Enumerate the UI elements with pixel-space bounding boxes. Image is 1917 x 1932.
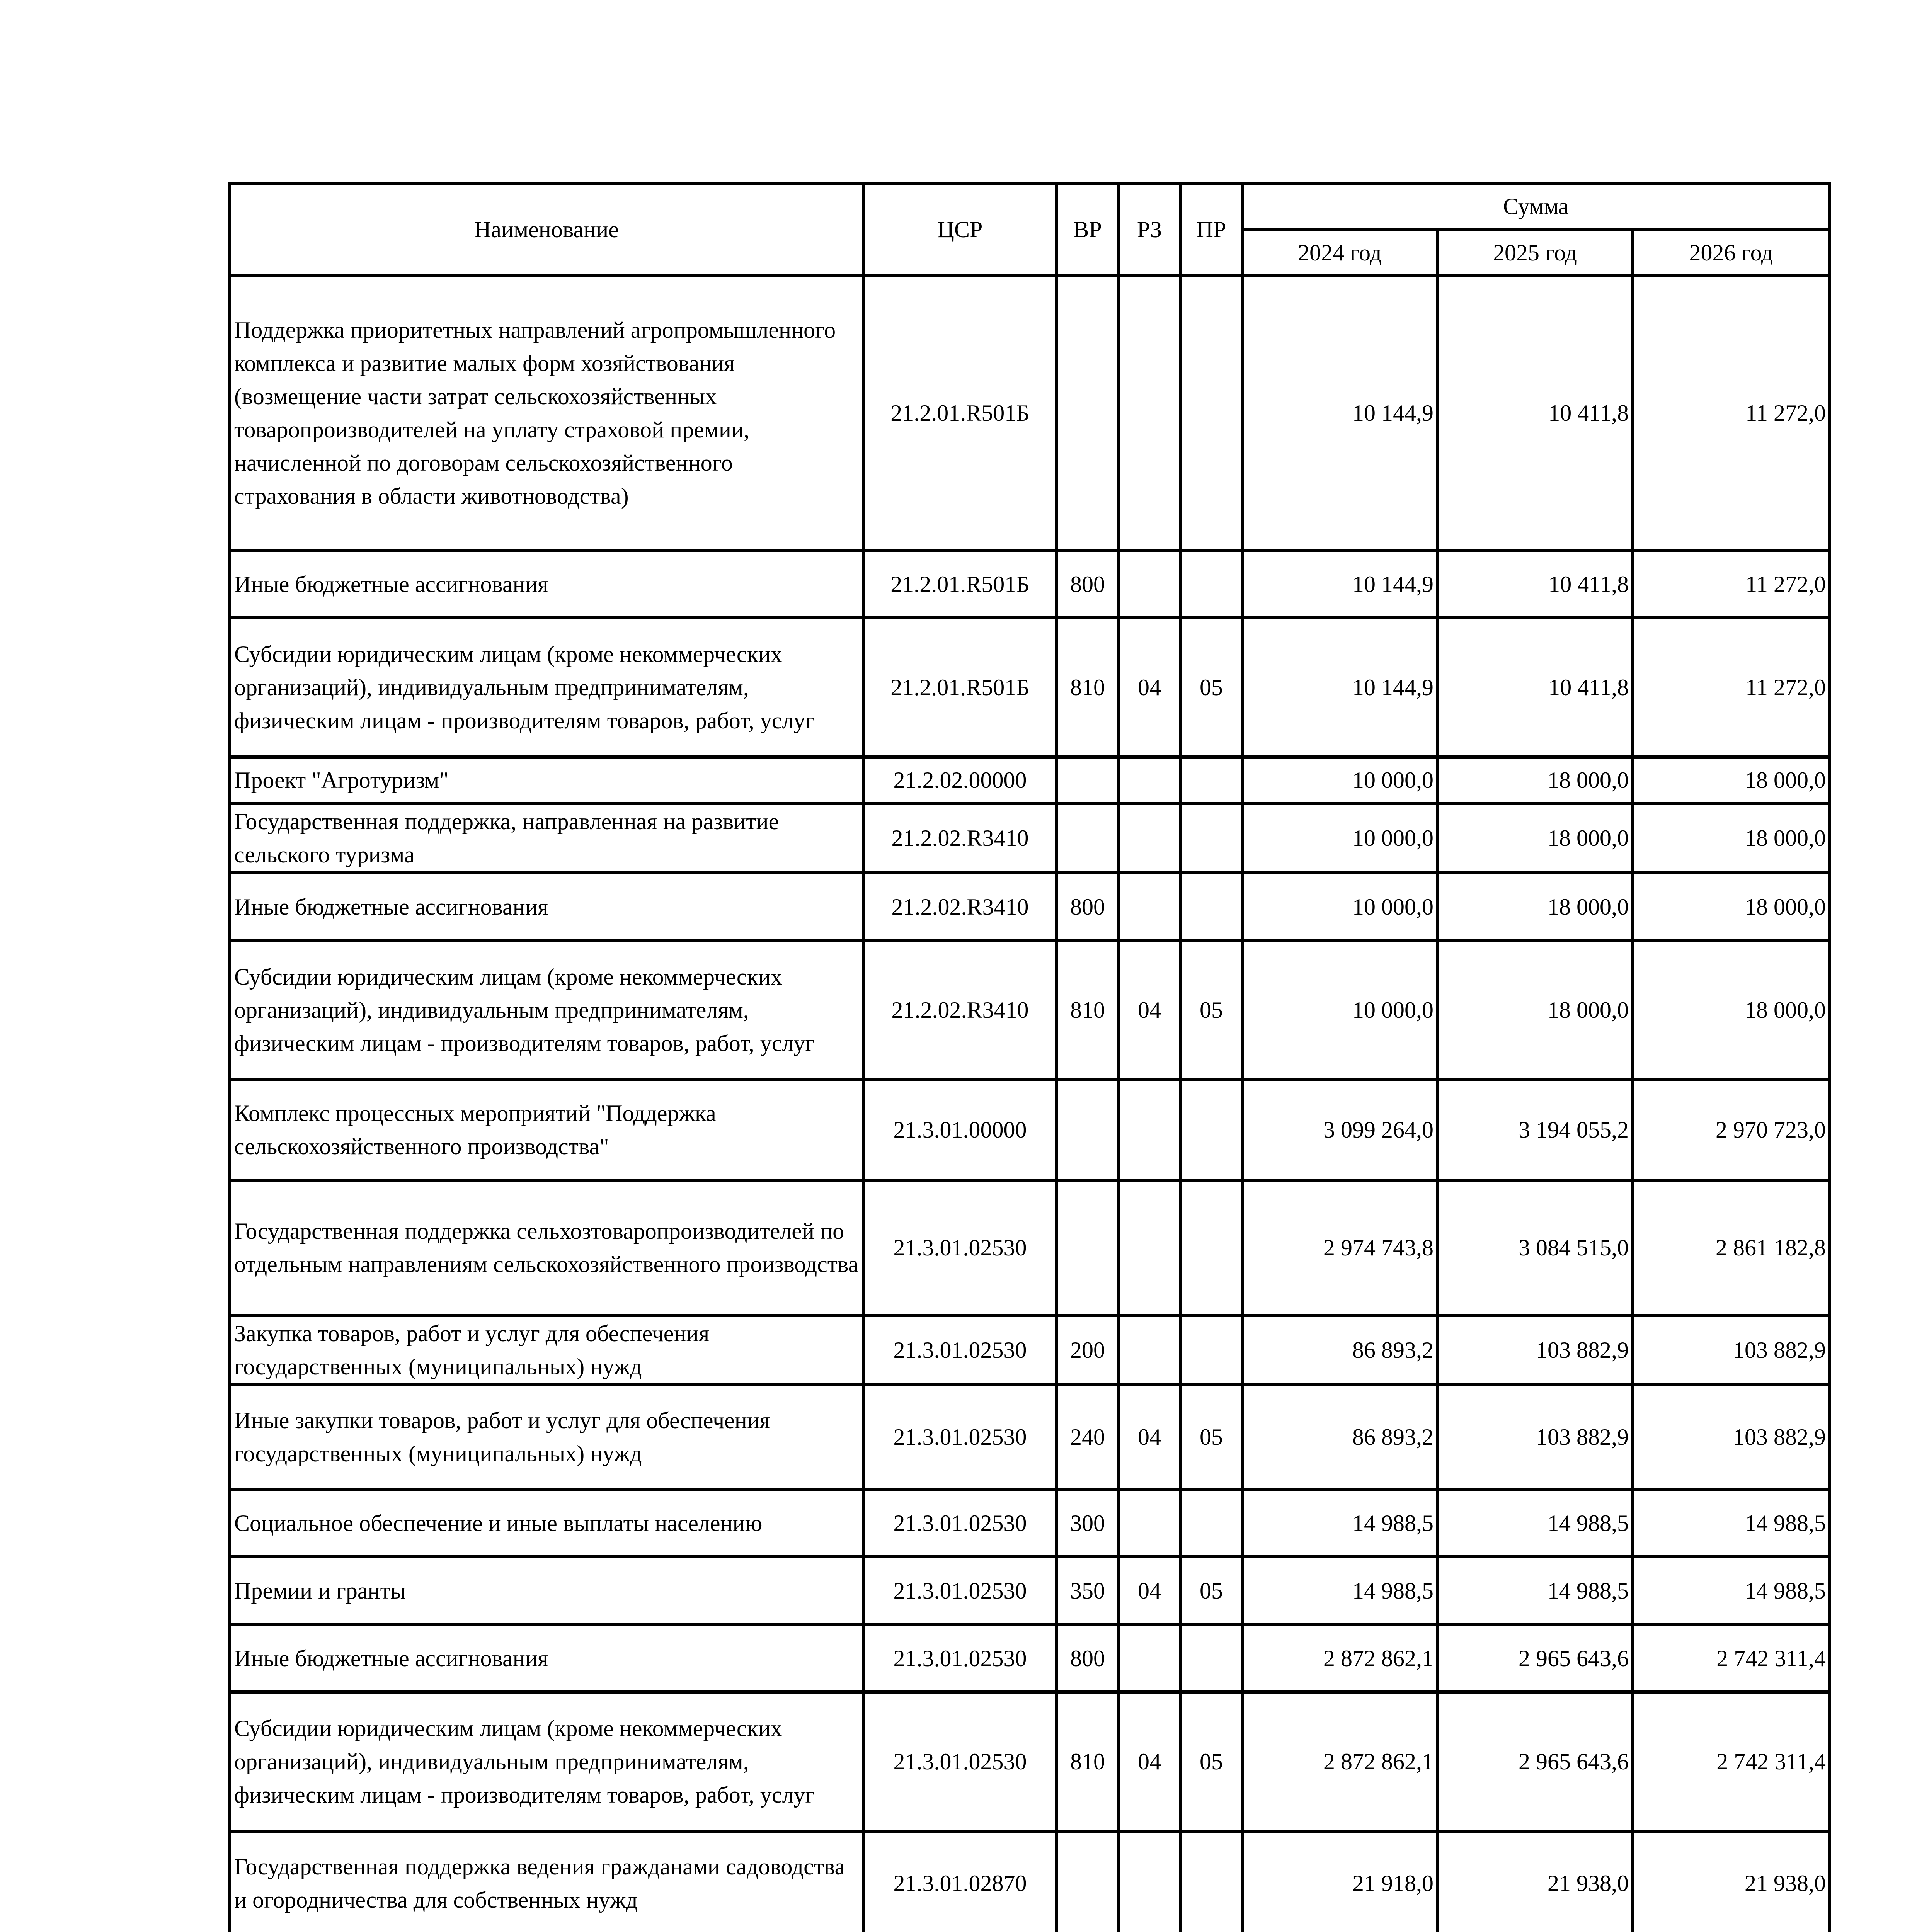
table-row xyxy=(230,1180,1830,1315)
cell-sum-2026: 11 272,0 xyxy=(1633,618,1830,757)
cell-sum-2025: 2 965 643,6 xyxy=(1437,1624,1633,1692)
cell-vr xyxy=(1057,1180,1119,1315)
cell-vr: 800 xyxy=(1057,550,1119,618)
cell-sum-2026: 18 000,0 xyxy=(1633,803,1830,873)
cell-sum-2026: 2 742 311,4 xyxy=(1633,1624,1830,1692)
cell-sum-2024: 3 099 264,0 xyxy=(1242,1080,1437,1180)
cell-sum-2025: 18 000,0 xyxy=(1437,803,1633,873)
table-row xyxy=(230,873,1830,940)
cell-csr: 21.2.01.R501Б xyxy=(863,618,1057,757)
cell-csr: 21.2.02.R3410 xyxy=(863,873,1057,940)
table-row xyxy=(230,276,1830,550)
cell-sum-2024: 2 974 743,8 xyxy=(1242,1180,1437,1315)
cell-sum-2026: 18 000,0 xyxy=(1633,757,1830,803)
cell-rz: 04 xyxy=(1119,1692,1180,1831)
cell-vr: 810 xyxy=(1057,618,1119,757)
cell-vr xyxy=(1057,1831,1119,1932)
cell-csr: 21.2.01.R501Б xyxy=(863,276,1057,550)
cell-name: Государственная поддержка, направленная на развитие сельского туризма xyxy=(230,803,863,873)
cell-sum-2024: 21 918,0 xyxy=(1242,1831,1437,1932)
cell-name: Закупка товаров, работ и услуг для обеспечения государственных (муниципальных) нужд xyxy=(230,1315,863,1385)
cell-pr xyxy=(1180,757,1242,803)
cell-sum-2026: 2 742 311,4 xyxy=(1633,1692,1830,1831)
cell-csr: 21.3.01.02870 xyxy=(863,1831,1057,1932)
cell-sum-2024: 10 000,0 xyxy=(1242,940,1437,1080)
cell-csr: 21.2.02.R3410 xyxy=(863,940,1057,1080)
cell-rz xyxy=(1119,276,1180,550)
cell-pr xyxy=(1180,803,1242,873)
header-name: Наименование xyxy=(230,183,863,276)
cell-sum-2025: 21 938,0 xyxy=(1437,1831,1633,1932)
cell-sum-2026: 2 861 182,8 xyxy=(1633,1180,1830,1315)
table-row xyxy=(230,550,1830,618)
cell-sum-2025: 18 000,0 xyxy=(1437,757,1633,803)
table-row xyxy=(230,803,1830,873)
table-row xyxy=(230,1624,1830,1692)
cell-name: Субсидии юридическим лицам (кроме некоммерческих организаций), индивидуальным предпринимателям, физическим лицам - производителям товаров, работ, услуг xyxy=(230,618,863,757)
cell-rz: 04 xyxy=(1119,618,1180,757)
cell-sum-2024: 2 872 862,1 xyxy=(1242,1624,1437,1692)
cell-pr xyxy=(1180,873,1242,940)
cell-csr: 21.3.01.02530 xyxy=(863,1624,1057,1692)
cell-vr xyxy=(1057,803,1119,873)
header-sum: Сумма xyxy=(1242,183,1830,230)
table-body xyxy=(230,276,1830,1932)
cell-sum-2025: 14 988,5 xyxy=(1437,1557,1633,1624)
cell-sum-2026: 11 272,0 xyxy=(1633,550,1830,618)
header-year-2024: 2024 год xyxy=(1242,230,1437,276)
cell-vr: 240 xyxy=(1057,1385,1119,1489)
cell-vr: 810 xyxy=(1057,940,1119,1080)
cell-vr: 350 xyxy=(1057,1557,1119,1624)
table-row xyxy=(230,757,1830,803)
cell-pr: 05 xyxy=(1180,1692,1242,1831)
cell-sum-2025: 18 000,0 xyxy=(1437,873,1633,940)
cell-pr: 05 xyxy=(1180,1557,1242,1624)
cell-rz xyxy=(1119,803,1180,873)
cell-pr xyxy=(1180,276,1242,550)
cell-sum-2026: 21 938,0 xyxy=(1633,1831,1830,1932)
cell-sum-2025: 3 194 055,2 xyxy=(1437,1080,1633,1180)
cell-vr: 810 xyxy=(1057,1692,1119,1831)
cell-csr: 21.3.01.02530 xyxy=(863,1692,1057,1831)
header-rz: РЗ xyxy=(1119,183,1180,276)
cell-name: Субсидии юридическим лицам (кроме некоммерческих организаций), индивидуальным предпринимателям, физическим лицам - производителям товаров, работ, услуг xyxy=(230,940,863,1080)
table-row xyxy=(230,1831,1830,1932)
cell-vr: 800 xyxy=(1057,873,1119,940)
cell-sum-2024: 10 144,9 xyxy=(1242,550,1437,618)
cell-rz xyxy=(1119,1624,1180,1692)
cell-name: Проект "Агротуризм" xyxy=(230,757,863,803)
cell-name: Государственная поддержка ведения гражданами садоводства и огородничества для собственных нужд xyxy=(230,1831,863,1932)
cell-name: Премии и гранты xyxy=(230,1557,863,1624)
cell-rz: 04 xyxy=(1119,1557,1180,1624)
cell-rz xyxy=(1119,757,1180,803)
cell-vr xyxy=(1057,276,1119,550)
cell-sum-2025: 10 411,8 xyxy=(1437,550,1633,618)
table-row xyxy=(230,1385,1830,1489)
cell-sum-2024: 86 893,2 xyxy=(1242,1315,1437,1385)
cell-name: Государственная поддержка сельхозтоваропроизводителей по отдельным направлениям сельскохозяйственного производства xyxy=(230,1180,863,1315)
cell-csr: 21.3.01.02530 xyxy=(863,1315,1057,1385)
cell-name: Субсидии юридическим лицам (кроме некоммерческих организаций), индивидуальным предпринимателям, физическим лицам - производителям товаров, работ, услуг xyxy=(230,1692,863,1831)
table-row xyxy=(230,1080,1830,1180)
cell-sum-2025: 2 965 643,6 xyxy=(1437,1692,1633,1831)
cell-pr xyxy=(1180,1080,1242,1180)
cell-sum-2025: 14 988,5 xyxy=(1437,1489,1633,1557)
cell-sum-2026: 11 272,0 xyxy=(1633,276,1830,550)
cell-vr xyxy=(1057,757,1119,803)
cell-sum-2024: 10 000,0 xyxy=(1242,873,1437,940)
cell-pr xyxy=(1180,1315,1242,1385)
cell-csr: 21.3.01.02530 xyxy=(863,1557,1057,1624)
cell-pr xyxy=(1180,1489,1242,1557)
cell-sum-2024: 10 000,0 xyxy=(1242,757,1437,803)
cell-csr: 21.3.01.02530 xyxy=(863,1385,1057,1489)
table-row xyxy=(230,1692,1830,1831)
cell-sum-2026: 14 988,5 xyxy=(1633,1557,1830,1624)
table-row xyxy=(230,618,1830,757)
cell-sum-2026: 103 882,9 xyxy=(1633,1385,1830,1489)
cell-csr: 21.2.02.R3410 xyxy=(863,803,1057,873)
cell-rz xyxy=(1119,873,1180,940)
cell-sum-2024: 14 988,5 xyxy=(1242,1557,1437,1624)
cell-vr: 200 xyxy=(1057,1315,1119,1385)
header-row-top xyxy=(230,183,1830,230)
cell-sum-2026: 18 000,0 xyxy=(1633,940,1830,1080)
cell-name: Комплекс процессных мероприятий "Поддержка сельскохозяйственного производства" xyxy=(230,1080,863,1180)
cell-pr xyxy=(1180,1624,1242,1692)
header-vr: ВР xyxy=(1057,183,1119,276)
header-year-2026: 2026 год xyxy=(1633,230,1830,276)
cell-rz xyxy=(1119,1315,1180,1385)
cell-sum-2026: 14 988,5 xyxy=(1633,1489,1830,1557)
cell-pr xyxy=(1180,550,1242,618)
cell-pr xyxy=(1180,1831,1242,1932)
table-row xyxy=(230,1557,1830,1624)
cell-rz xyxy=(1119,1831,1180,1932)
cell-name: Иные бюджетные ассигнования xyxy=(230,1624,863,1692)
cell-sum-2024: 2 872 862,1 xyxy=(1242,1692,1437,1831)
cell-name: Иные закупки товаров, работ и услуг для обеспечения государственных (муниципальных) нужд xyxy=(230,1385,863,1489)
cell-sum-2025: 3 084 515,0 xyxy=(1437,1180,1633,1315)
cell-sum-2025: 103 882,9 xyxy=(1437,1315,1633,1385)
cell-vr xyxy=(1057,1080,1119,1180)
cell-sum-2026: 2 970 723,0 xyxy=(1633,1080,1830,1180)
cell-vr: 300 xyxy=(1057,1489,1119,1557)
cell-rz: 04 xyxy=(1119,1385,1180,1489)
cell-name: Поддержка приоритетных направлений агропромышленного комплекса и развитие малых форм хозяйствования (возмещение части затрат сельскохозяйственных товаропроизводителей на уплату страховой премии, начисленной по договорам сельскохозяйственного страхования в области животноводства) xyxy=(230,276,863,550)
cell-sum-2025: 10 411,8 xyxy=(1437,618,1633,757)
cell-sum-2025: 10 411,8 xyxy=(1437,276,1633,550)
cell-name: Социальное обеспечение и иные выплаты населению xyxy=(230,1489,863,1557)
cell-rz xyxy=(1119,1180,1180,1315)
budget-table xyxy=(228,182,1831,1932)
header-csr: ЦСР xyxy=(863,183,1057,276)
table-row xyxy=(230,1315,1830,1385)
header-year-2025: 2025 год xyxy=(1437,230,1633,276)
cell-pr xyxy=(1180,1180,1242,1315)
cell-sum-2024: 10 000,0 xyxy=(1242,803,1437,873)
table-row xyxy=(230,940,1830,1080)
cell-rz xyxy=(1119,1489,1180,1557)
cell-rz xyxy=(1119,1080,1180,1180)
table-row xyxy=(230,1489,1830,1557)
cell-csr: 21.3.01.02530 xyxy=(863,1489,1057,1557)
cell-rz xyxy=(1119,550,1180,618)
cell-csr: 21.2.02.00000 xyxy=(863,757,1057,803)
cell-vr: 800 xyxy=(1057,1624,1119,1692)
cell-pr: 05 xyxy=(1180,618,1242,757)
cell-pr: 05 xyxy=(1180,1385,1242,1489)
cell-sum-2025: 18 000,0 xyxy=(1437,940,1633,1080)
cell-csr: 21.3.01.00000 xyxy=(863,1080,1057,1180)
cell-sum-2024: 10 144,9 xyxy=(1242,276,1437,550)
cell-sum-2024: 14 988,5 xyxy=(1242,1489,1437,1557)
cell-name: Иные бюджетные ассигнования xyxy=(230,873,863,940)
cell-rz: 04 xyxy=(1119,940,1180,1080)
cell-sum-2024: 86 893,2 xyxy=(1242,1385,1437,1489)
header-pr: ПР xyxy=(1180,183,1242,276)
cell-csr: 21.2.01.R501Б xyxy=(863,550,1057,618)
cell-name: Иные бюджетные ассигнования xyxy=(230,550,863,618)
cell-pr: 05 xyxy=(1180,940,1242,1080)
cell-sum-2025: 103 882,9 xyxy=(1437,1385,1633,1489)
cell-csr: 21.3.01.02530 xyxy=(863,1180,1057,1315)
cell-sum-2026: 103 882,9 xyxy=(1633,1315,1830,1385)
cell-sum-2024: 10 144,9 xyxy=(1242,618,1437,757)
cell-sum-2026: 18 000,0 xyxy=(1633,873,1830,940)
